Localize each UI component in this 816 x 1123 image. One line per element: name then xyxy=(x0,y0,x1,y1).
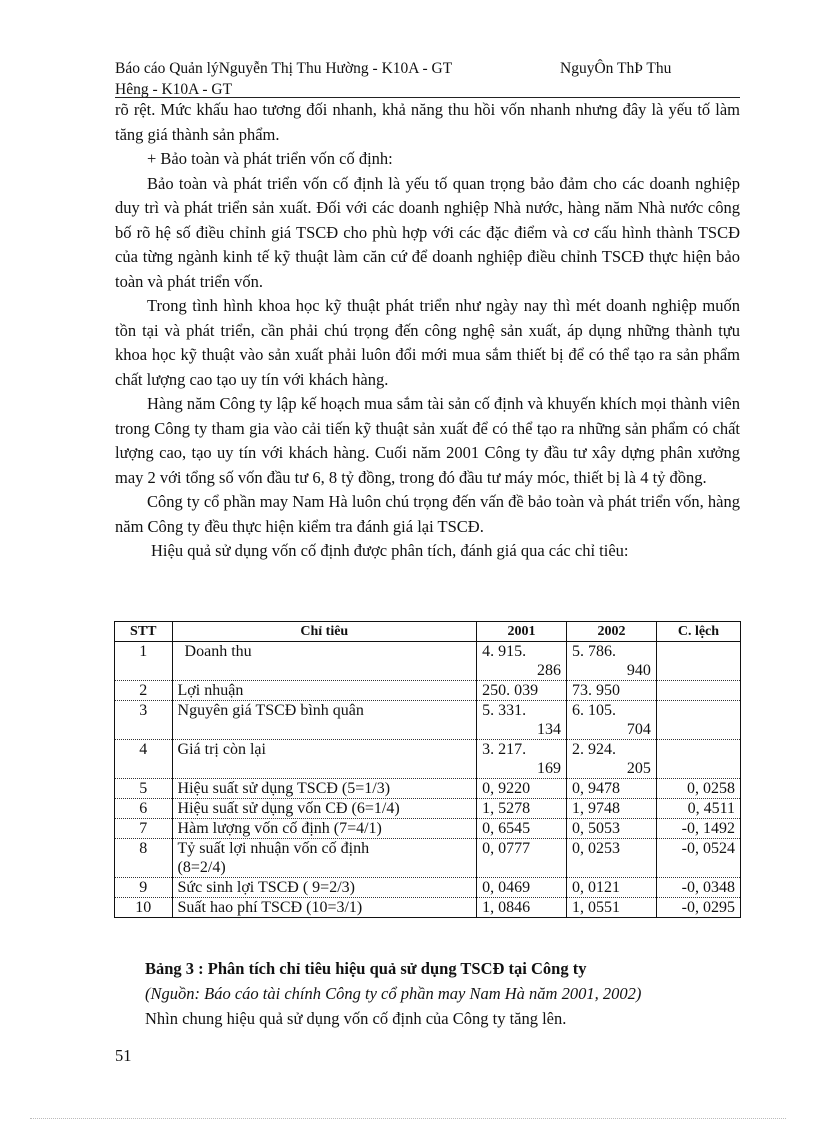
table-row xyxy=(115,878,741,898)
paragraph-1: rõ rệt. Mức khấu hao tương đối nhanh, khả năng thu hồi vốn nhanh nhưng đây là yếu tố làm tăng giá thành sản phẩm. xyxy=(115,100,740,144)
cell-stt-text: 7 xyxy=(139,820,148,837)
paragraph-2: + Bảo toàn và phát triển vốn cố định: xyxy=(147,149,393,168)
cell-indicator-text: Hiệu suất sử dụng TSCĐ (5=1/3) xyxy=(177,780,391,797)
header-line2: Hêng - K10A - GT xyxy=(115,81,233,98)
cell-2001 xyxy=(477,878,567,898)
cell-2001-text: 0, 9220 xyxy=(482,780,531,797)
cell-2001-text: 0, 0777 xyxy=(482,840,531,857)
cell-stt xyxy=(115,819,173,839)
cell-stt-text: 4 xyxy=(139,741,148,758)
cell-stt-text: 5 xyxy=(139,780,148,797)
cell-stt-text: 10 xyxy=(135,899,152,916)
cell-2002 xyxy=(567,898,657,918)
cell-2002-text: 2. 924. xyxy=(572,741,616,758)
cell-2001 xyxy=(477,681,567,701)
cell-diff-text: -0, 0348 xyxy=(681,879,735,896)
table-row xyxy=(115,799,741,819)
cell-2001-text: 250. 039 xyxy=(482,682,539,699)
cell-indicator xyxy=(172,642,477,681)
paragraph-7: Hiệu quả sử dụng vốn cố định được phân tích, đánh giá qua các chỉ tiêu: xyxy=(151,541,629,560)
cell-diff xyxy=(656,740,740,779)
cell-2002-text: 5. 786. xyxy=(572,643,616,660)
table-body xyxy=(115,642,741,918)
table-source: (Nguồn: Báo cáo tài chính Công ty cổ phần may Nam Hà năm 2001, 2002) xyxy=(145,984,642,1003)
paragraph-3: Bảo toàn và phát triển vốn cố định là yếu tố quan trọng bảo đảm cho các doanh nghiệp duy trì và phát triển sản xuất. Đối với các doanh nghiệp Nhà nước, hàng năm Nhà nước công bố rõ hệ số điều chỉnh giá TSCĐ cho phù hợp với các đặc điểm và cơ cấu hình thành TSCĐ của từng ngành kinh tế kỹ thuật làm căn cứ để doanh nghiệp điều chỉnh TSCĐ thực hiện bảo toàn và phát triển vốn. xyxy=(115,173,740,291)
indicator-table xyxy=(114,621,741,918)
cell-2001 xyxy=(477,779,567,799)
footer-rule xyxy=(30,1118,786,1119)
table-row xyxy=(115,681,741,701)
summary-text: Nhìn chung hiệu quả sử dụng vốn cố định của Công ty tăng lên. xyxy=(145,1009,567,1028)
header-left: Báo cáo Quản lýNguyễn Thị Thu Hường - K10A - GT xyxy=(115,60,453,77)
table-row xyxy=(115,779,741,799)
cell-2002-text: 73. 950 xyxy=(572,682,620,699)
cell-stt xyxy=(115,779,173,799)
cell-2002-text: 1, 0551 xyxy=(572,899,620,916)
cell-diff xyxy=(656,701,740,740)
cell-diff xyxy=(656,779,740,799)
cell-2001 xyxy=(477,799,567,819)
paragraph-5: Hàng năm Công ty lập kế hoạch mua sắm tài sản cố định và khuyến khích mọi thành viên trong Công ty tham gia vào cải tiến kỹ thuật sản xuất để có thể tạo ra những sản phẩm có chất lượng cao, tạo uy tín với khách hàng. Cuối năm 2001 Công ty đầu tư xây dựng phân xưởng may 2 với tổng số vốn đầu tư 6, 8 tỷ đồng, trong đó đầu tư máy móc, thiết bị là 4 tỷ đồng. xyxy=(115,394,740,487)
page-header xyxy=(115,58,740,100)
cell-2001-text: 3. 217. xyxy=(482,741,527,758)
cell-stt xyxy=(115,878,173,898)
cell-diff-text: -0, 0295 xyxy=(681,899,735,916)
cell-2002 xyxy=(567,642,657,681)
header-diff: C. lệch xyxy=(656,622,740,642)
paragraph-6: Công ty cổ phần may Nam Hà luôn chú trọng đến vấn đề bảo toàn và phát triển vốn, hàng năm Công ty đều thực hiện kiểm tra đánh giá lại TSCĐ. xyxy=(115,492,740,536)
cell-2001-text: 1, 5278 xyxy=(482,800,531,817)
cell-2002 xyxy=(567,819,657,839)
cell-stt-text: 1 xyxy=(139,643,148,660)
cell-diff xyxy=(656,681,740,701)
cell-2001-text: 286 xyxy=(537,662,561,679)
cell-indicator-text: Hàm lượng vốn cố định (7=4/1) xyxy=(177,820,382,837)
cell-indicator-text: Nguyên giá TSCĐ bình quân xyxy=(177,702,364,719)
cell-2001 xyxy=(477,819,567,839)
cell-diff xyxy=(656,799,740,819)
body-text xyxy=(115,98,740,564)
cell-diff-text: 0, 4511 xyxy=(687,800,735,817)
table-row xyxy=(115,839,741,878)
cell-2002 xyxy=(567,681,657,701)
cell-2001-text: 4. 915. xyxy=(482,643,527,660)
cell-stt xyxy=(115,701,173,740)
cell-stt-text: 6 xyxy=(139,800,148,817)
cell-2002-text: 205 xyxy=(626,760,651,777)
header-2001: 2001 xyxy=(477,622,567,642)
cell-2002-text: 940 xyxy=(626,662,651,679)
cell-diff xyxy=(656,878,740,898)
cell-2002 xyxy=(567,740,657,779)
cell-stt-text: 9 xyxy=(139,879,148,896)
header-stt: STT xyxy=(115,622,173,642)
table-caption: Bảng 3 : Phân tích chỉ tiêu hiệu quả sử dụng TSCĐ tại Công ty xyxy=(145,959,587,978)
cell-indicator-text: Suất hao phí TSCĐ (10=3/1) xyxy=(177,899,363,916)
cell-2002-text: 1, 9748 xyxy=(572,800,620,817)
cell-2001-text: 5. 331. xyxy=(482,702,527,719)
cell-stt xyxy=(115,839,173,878)
cell-indicator xyxy=(172,799,477,819)
cell-stt xyxy=(115,898,173,918)
cell-2001 xyxy=(477,701,567,740)
cell-2001-text: 0, 6545 xyxy=(482,820,531,837)
cell-stt-text: 2 xyxy=(139,682,148,699)
cell-stt xyxy=(115,642,173,681)
cell-2001 xyxy=(477,642,567,681)
header-indicator: Chỉ tiêu xyxy=(172,622,477,642)
paragraph-4: Trong tình hình khoa học kỹ thuật phát triển như ngày nay thì mét doanh nghiệp muốn tồn tại và phát triển, cần phải chú trọng đến công nghệ sản xuất, áp dụng những thành tựu khoa học kỹ thuật vào sản xuất phải luôn đổi mới mua sắm thiết bị để có thể tạo ra sản phẩm chất lượng cao tạo uy tín với khách hàng. xyxy=(115,296,740,389)
table-row xyxy=(115,819,741,839)
table-row xyxy=(115,898,741,918)
cell-indicator xyxy=(172,701,477,740)
cell-2002-text: 6. 105. xyxy=(572,702,616,719)
cell-diff xyxy=(656,819,740,839)
cell-diff xyxy=(656,642,740,681)
cell-2001 xyxy=(477,898,567,918)
cell-stt xyxy=(115,799,173,819)
cell-2002-text: 0, 5053 xyxy=(572,820,620,837)
cell-diff-text: -0, 1492 xyxy=(681,820,735,837)
cell-2002 xyxy=(567,799,657,819)
table-header-row xyxy=(115,622,741,642)
cell-2001-text: 134 xyxy=(537,721,561,738)
cell-diff-text: -0, 0524 xyxy=(681,840,735,857)
header-2002: 2002 xyxy=(567,622,657,642)
cell-2002 xyxy=(567,839,657,878)
cell-indicator xyxy=(172,878,477,898)
cell-diff-text: 0, 0258 xyxy=(687,780,735,797)
table-row xyxy=(115,642,741,681)
cell-2002-text: 0, 0121 xyxy=(572,879,620,896)
cell-indicator-text: Doanh thu xyxy=(184,643,252,660)
cell-indicator-text: Tỷ suất lợi nhuận vốn cố định xyxy=(177,840,370,857)
cell-2002-text: 0, 9478 xyxy=(572,780,620,797)
cell-stt xyxy=(115,740,173,779)
cell-2001-text: 169 xyxy=(537,760,561,777)
cell-indicator xyxy=(172,898,477,918)
table-row xyxy=(115,701,741,740)
cell-2001-text: 0, 0469 xyxy=(482,879,531,896)
cell-indicator-text: Hiệu suất sử dụng vốn CĐ (6=1/4) xyxy=(177,800,400,817)
cell-2001 xyxy=(477,839,567,878)
cell-indicator-text: Sức sinh lợi TSCĐ ( 9=2/3) xyxy=(177,879,355,896)
cell-stt-text: 8 xyxy=(139,840,148,857)
cell-indicator xyxy=(172,740,477,779)
cell-indicator xyxy=(172,839,477,878)
header-right: NguyÔn ThÞ Thu xyxy=(560,60,672,77)
cell-diff xyxy=(656,839,740,878)
cell-stt-text: 3 xyxy=(139,702,148,719)
page-number: 51 xyxy=(115,1046,132,1065)
cell-2002-text: 704 xyxy=(626,721,651,738)
cell-2001 xyxy=(477,740,567,779)
cell-2002 xyxy=(567,878,657,898)
cell-indicator xyxy=(172,819,477,839)
cell-indicator xyxy=(172,681,477,701)
cell-indicator-text: (8=2/4) xyxy=(177,859,226,876)
cell-stt xyxy=(115,681,173,701)
cell-diff xyxy=(656,898,740,918)
cell-indicator xyxy=(172,779,477,799)
cell-2002 xyxy=(567,779,657,799)
cell-2002-text: 0, 0253 xyxy=(572,840,620,857)
cell-indicator-text: Lợi nhuận xyxy=(177,682,244,699)
cell-2002 xyxy=(567,701,657,740)
cell-indicator-text: Giá trị còn lại xyxy=(177,741,266,758)
cell-2001-text: 1, 0846 xyxy=(482,899,531,916)
table-row xyxy=(115,740,741,779)
